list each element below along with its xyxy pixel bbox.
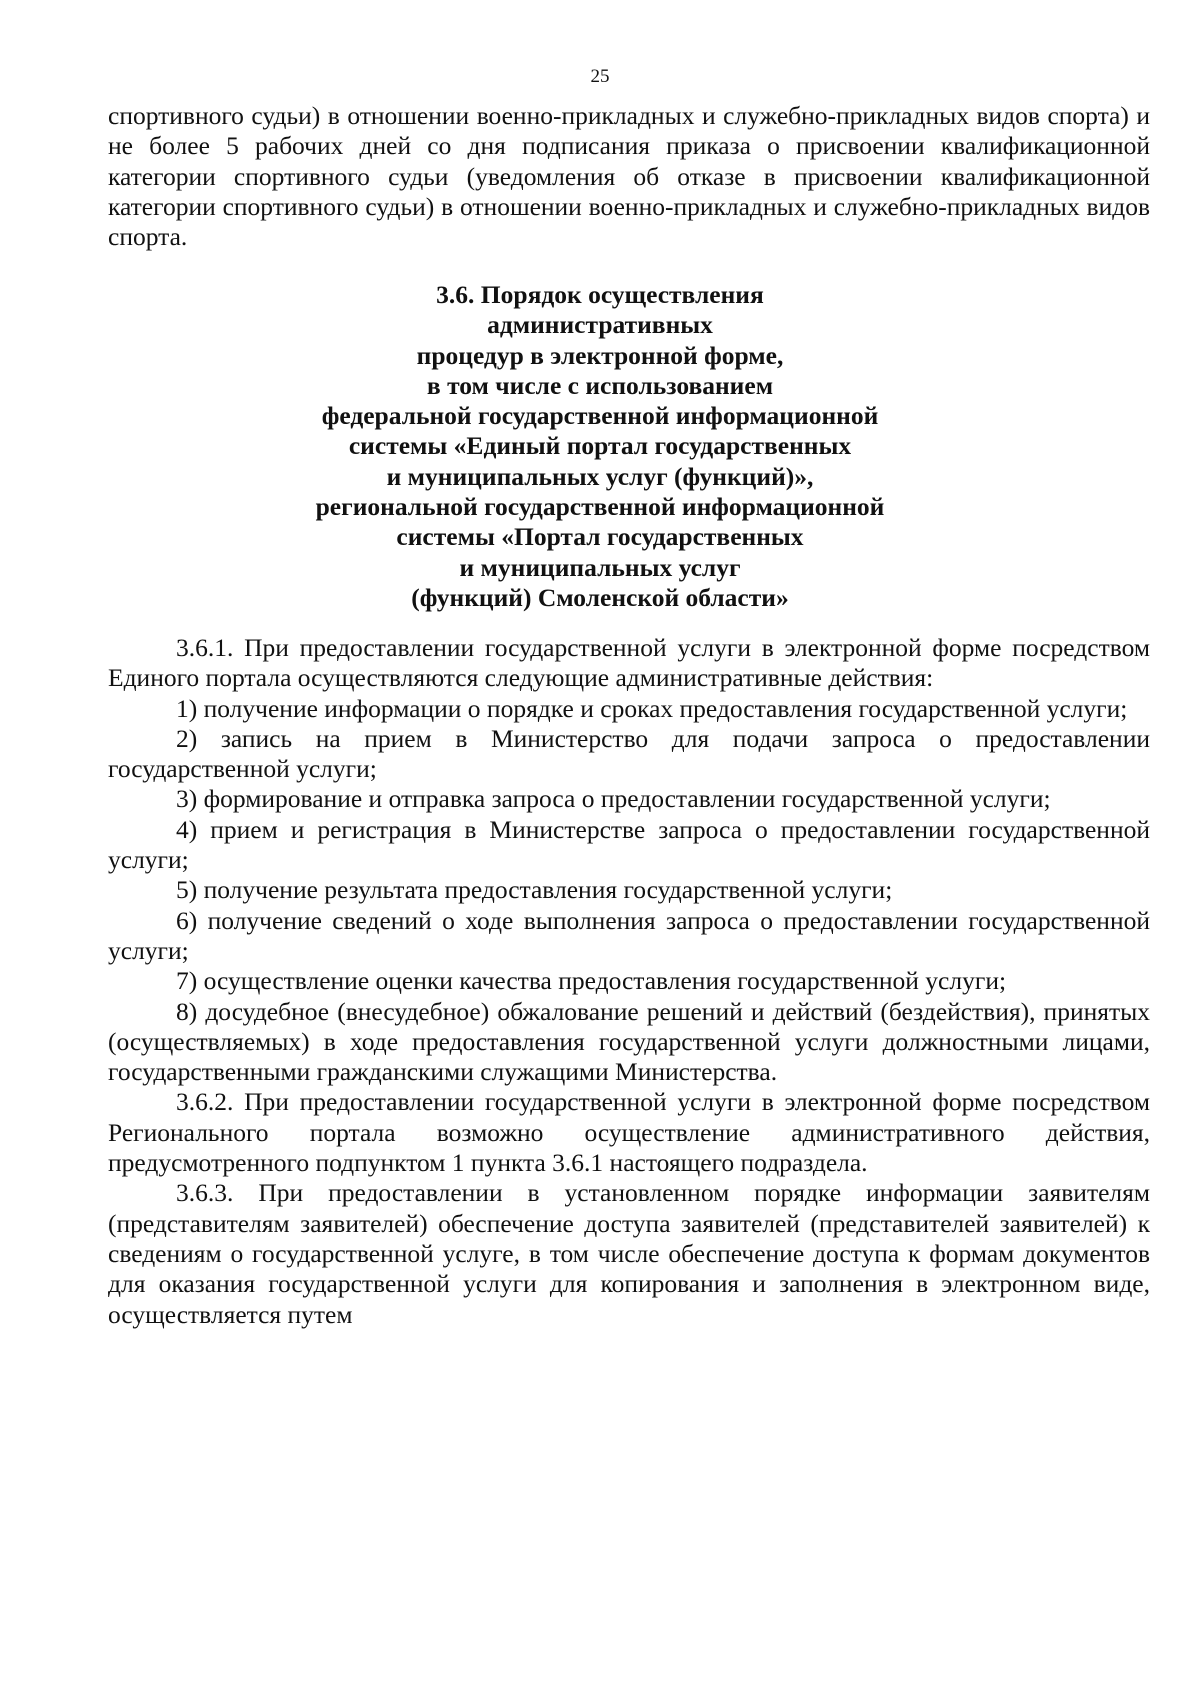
heading-line: системы «Портал государственных [396, 522, 804, 552]
list-item-5: 5) получение результата предоставления государственной услуги; [176, 875, 893, 905]
heading-line: (функций) Смоленской области» [411, 582, 789, 612]
heading-line: процедур в электронной форме, [416, 340, 784, 370]
heading-line: федеральной государственной информационной [321, 401, 879, 431]
main-body [108, 633, 1150, 1330]
paragraph-3-6-2: 3.6.2. При предоставлении государственной услуги в электронной форме посредством Регионального портала возможно осуществление административного действия, предусмотренного подпунктом 1 пункта 3.6.1 настоящего подраздела. [108, 1087, 1150, 1178]
heading-line: в том числе с использованием [426, 370, 774, 400]
page-number: 25 [590, 66, 610, 87]
paragraph-3-6-3: 3.6.3. При предоставлении в установленном порядке информации заявителям (представителям заявителей) обеспечение доступа заявителей (представителей заявителей) к сведениям о государственной услуге, в том числе обеспечение доступа к формам документов для оказания государственной услуги для копирования и заполнения в электронном виде, осуществляется путем [108, 1178, 1150, 1329]
list-item-2: 2) запись на прием в Министерство для подачи запроса о предоставлении государственной услуги; [108, 723, 1150, 784]
heading-line: региональной государственной информационной [315, 492, 885, 522]
section-heading [0, 280, 1200, 613]
list-item-7: 7) осуществление оценки качества предоставления государственной услуги; [176, 966, 1007, 996]
paragraph-3-6-1: 3.6.1. При предоставлении государственной услуги в электронной форме посредством Единого портала осуществляются следующие административные действия: [108, 633, 1150, 693]
heading-line: и муниципальных услуг [459, 552, 741, 582]
heading-line: административных [487, 310, 713, 340]
intro-section [108, 101, 1150, 252]
intro-paragraph: спортивного судьи) в отношении военно-прикладных и служебно-прикладных видов спорта) и не более 5 рабочих дней со дня подписания приказа о присвоении квалификационной категории спортивного судьи (уведомления об отказе в присвоении квалификационной категории спортивного судьи) в отношении военно-прикладных и служебно-прикладных видов спорта. [108, 101, 1150, 252]
list-item-8: 8) досудебное (внесудебное) обжалование решений и действий (бездействия), принятых (осуществляемых) в ходе предоставления государственной услуги должностными лицами, государственными гражданскими служащими Министерства. [108, 996, 1150, 1087]
list-item-3: 3) формирование и отправка запроса о предоставлении государственной услуги; [176, 784, 1051, 814]
heading-line: и муниципальных услуг (функций)», [386, 461, 814, 491]
heading-line: 3.6. Порядок осуществления [436, 280, 764, 309]
heading-line: системы «Единый портал государственных [348, 431, 852, 461]
list-item-4: 4) прием и регистрация в Министерстве запроса о предоставлении государственной услуги; [108, 814, 1150, 875]
list-item-6: 6) получение сведений о ходе выполнения запроса о предоставлении государственной услуги; [108, 905, 1150, 965]
list-item-1: 1) получение информации о порядке и сроках предоставления государственной услуги; [176, 693, 1128, 723]
